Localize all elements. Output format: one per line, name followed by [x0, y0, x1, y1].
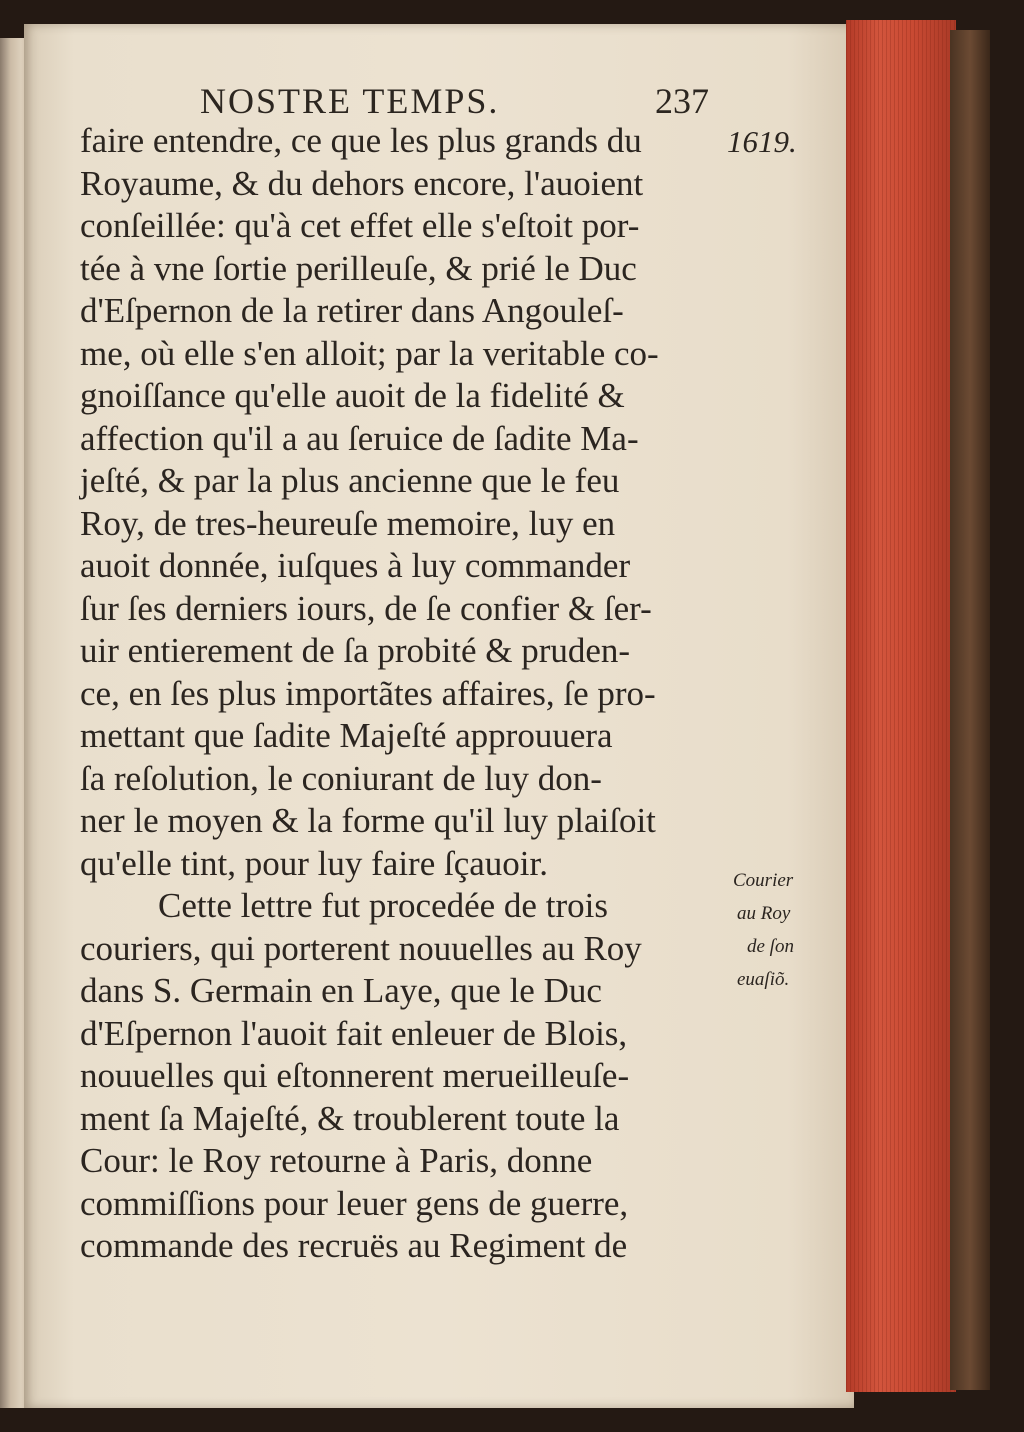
red-page-edges: [846, 20, 956, 1392]
text-line: ment ſa Majeſté, & troublerent toute la: [80, 1098, 620, 1138]
text-line: Royaume, & du dehors encore, l'auoient: [80, 163, 644, 203]
text-line: affection qu'il a au ſeruice de ſadite Ma-: [80, 418, 639, 458]
paragraph-start-line: Cette lettre fut procedée de trois: [158, 886, 608, 925]
text-line: d'Eſpernon l'auoit fait enleuer de Blois,: [80, 1013, 628, 1053]
margin-note-line: euaſiõ.: [737, 969, 790, 990]
text-line: commiſſions pour leuer gens de guerre,: [80, 1183, 629, 1223]
margin-note-line: de ſon: [747, 936, 794, 957]
text-line: faire entendre, ce que les plus grands du: [80, 121, 642, 160]
text-line: qu'elle tint, pour luy faire ſçauoir.: [80, 843, 548, 883]
margin-note-line: au Roy: [737, 903, 791, 924]
text-line: ner le moyen & la forme qu'il luy plaiſoit: [80, 801, 656, 840]
running-head: NOSTRE TEMPS.: [200, 81, 500, 121]
margin-note: [733, 864, 823, 996]
text-line: me, où elle s'en alloit; par la veritable co-: [80, 333, 659, 373]
text-line: conſeillée: qu'à cet effet elle s'eſtoit por-: [80, 206, 640, 245]
text-line: Cour: le Roy retourne à Paris, donne: [80, 1141, 593, 1180]
page-number: 237: [655, 81, 709, 121]
text-line: gnoiſſance qu'elle auoit de la fidelité &: [80, 376, 625, 415]
text-line: nouuelles qui eſtonnerent merueilleuſe-: [80, 1056, 630, 1095]
body-text: [80, 120, 740, 1268]
text-line: mettant que ſadite Majeſté approuuera: [80, 716, 613, 755]
text-line: dans S. Germain en Laye, que le Duc: [80, 971, 602, 1010]
text-line: Roy, de tres-heureuſe memoire, luy en: [80, 503, 616, 543]
text-line: ce, en ſes plus importãtes affaires, ſe pro-: [80, 673, 656, 713]
text-line: uir entierement de ſa probité & pruden-: [80, 631, 631, 670]
text-line: tée à vne ſortie perilleuſe, & prié le Duc: [80, 248, 637, 288]
text-line: ſur ſes derniers iours, de ſe confier & ſer-: [80, 588, 652, 628]
text-line: commande des recruës au Regiment de: [80, 1226, 628, 1265]
text-line: couriers, qui porterent nouuelles au Roy: [80, 928, 642, 968]
margin-year: 1619.: [727, 124, 797, 159]
text-line: d'Eſpernon de la retirer dans Angouleſ-: [80, 291, 624, 330]
text-line: auoit donnée, iuſques à luy commander: [80, 546, 631, 585]
book-cover-edge: [950, 30, 990, 1390]
margin-note-line: Courier: [733, 870, 794, 891]
text-line: ſa reſolution, le coniurant de luy don-: [80, 758, 602, 798]
text-line: jeſté, & par la plus ancienne que le feu: [80, 461, 620, 500]
